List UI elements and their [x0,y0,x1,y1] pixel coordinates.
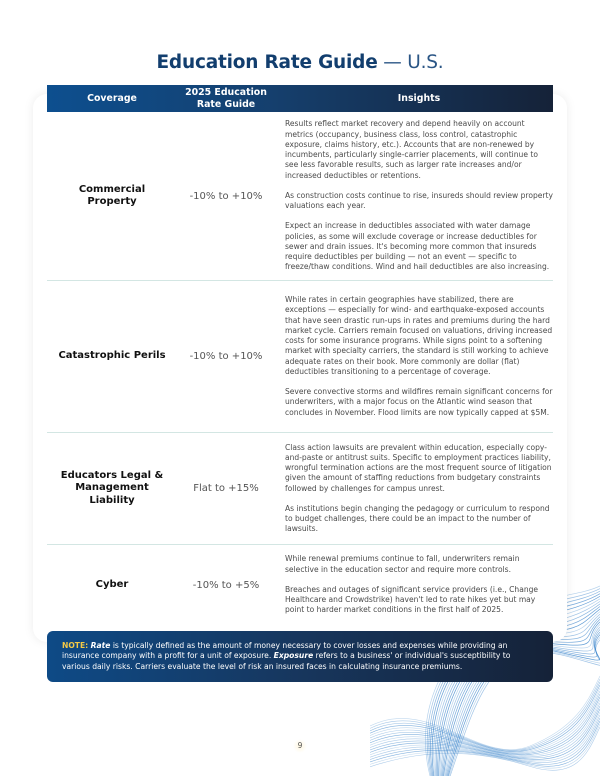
page-title-region: — U.S. [377,52,444,73]
coverage-name: Commercial Property [78,183,146,207]
table-row [47,281,553,433]
insight-paragraph: Expect an increase in deductibles associated with water damage policies, as some will exclude coverage or increase deductibles for sewer and drain issues. It's becoming more common that insureds require deductibles per building — not an event — specific to freeze/thaw conditions. Wind and hail deductibles are also increasing. [285,221,550,272]
coverage-name: Catastrophic Perils [58,350,166,362]
note-text-rate: is typically defined as the amount of money necessary to cover losses and expenses while providing an insurance company with a profit for a unit of exposure. [62,641,508,661]
page-title [0,52,600,73]
wave-line [370,688,600,752]
insights-cell [275,289,553,424]
wave-line [370,709,600,759]
insights-cell [275,548,553,621]
insight-paragraph: As institutions begin changing the pedagogy or curriculum to respond to budget challenges, there could be an impact to the number of lawsuits. [285,503,550,534]
coverage-name: Cyber [95,578,129,590]
table-row [47,112,553,281]
insight-paragraph: Class action lawsuits are prevalent within education, especially copy-and-paste or antitrust suits. Specific to employment practices liability, wrongful termination actions are the most frequent source of litigation given the amount of staffing reductions from budgetary constraints followed by challenges for campus unrest. [285,442,552,493]
header-rate-line1: 2025 Education [185,86,267,98]
insight-paragraph: Results reflect market recovery and depend heavily on account metrics (occupancy, business class, loss control, catastrophic exposure, claims history, etc.). Accounts that are non-renewed by incumbents, particularly single-carrier placements, will continue to see less favorable results, such as larger rate increases and/or increased deductibles or retentions. [285,119,538,180]
table-row [47,545,553,625]
insights-cell [275,437,553,541]
note-label: NOTE: [62,641,89,650]
insight-paragraph: While renewal premiums continue to fall, underwriters remain selective in the education sector and require more controls. [285,554,520,574]
header-insights: Insights [397,93,441,104]
table-header [47,85,553,112]
rate-range: Flat to +15% [193,483,259,494]
note-text-exposure: refers to a business' or individual's susceptibility to various daily risks. Carriers evaluate the level of risk an insured faces in calculating insurance premiums. [62,651,511,671]
header-coverage: Coverage [87,93,137,104]
insight-paragraph: Breaches and outages of significant service providers (i.e., Change Healthcare and Crowdstrike) haven't led to rate hikes yet but may point to harder market conditions in the first half of 2025. [285,584,539,615]
page-number: 9 [293,739,307,753]
rate-range: -10% to +5% [192,579,260,591]
insights-cell [275,113,553,278]
rate-table-body [47,112,553,625]
insight-paragraph: Severe convective storms and wildfires remain significant concerns for underwriters, with a major focus on the Atlantic wind season that concludes in November. Flood limits are now typically capped at $5M. [285,387,553,417]
definition-note [47,631,553,682]
header-rate-line2: Rate Guide [196,98,256,110]
note-term-exposure: Exposure [273,651,314,661]
wave-line [370,676,600,750]
wave-line [370,679,600,750]
insight-paragraph: While rates in certain geographies have stabilized, there are exceptions — especially for wind- and earthquake-exposed accounts that have seen drastic run-ups in rates and premiums during the hard market cycle. Carriers remain focused on valuations, driving increased costs for some insurance programs. While signs point to a softening market with specialty carriers, the standard is still working to achieve adequate rates on their book. More commonly are dollar (flat) deductibles transitioning to a percentage of coverage. [285,295,553,376]
header-rate-guide [177,87,275,111]
rate-range: -10% to +10% [189,190,263,202]
coverage-name: Educators Legal & Management Liability [60,469,164,506]
page-title-main: Education Rate Guide [156,52,378,73]
table-row [47,433,553,545]
note-term-rate: Rate [90,641,111,650]
rate-range: -10% to +10% [189,351,263,362]
insight-paragraph: As construction costs continue to rise, insureds should review property valuations each year. [285,190,553,211]
